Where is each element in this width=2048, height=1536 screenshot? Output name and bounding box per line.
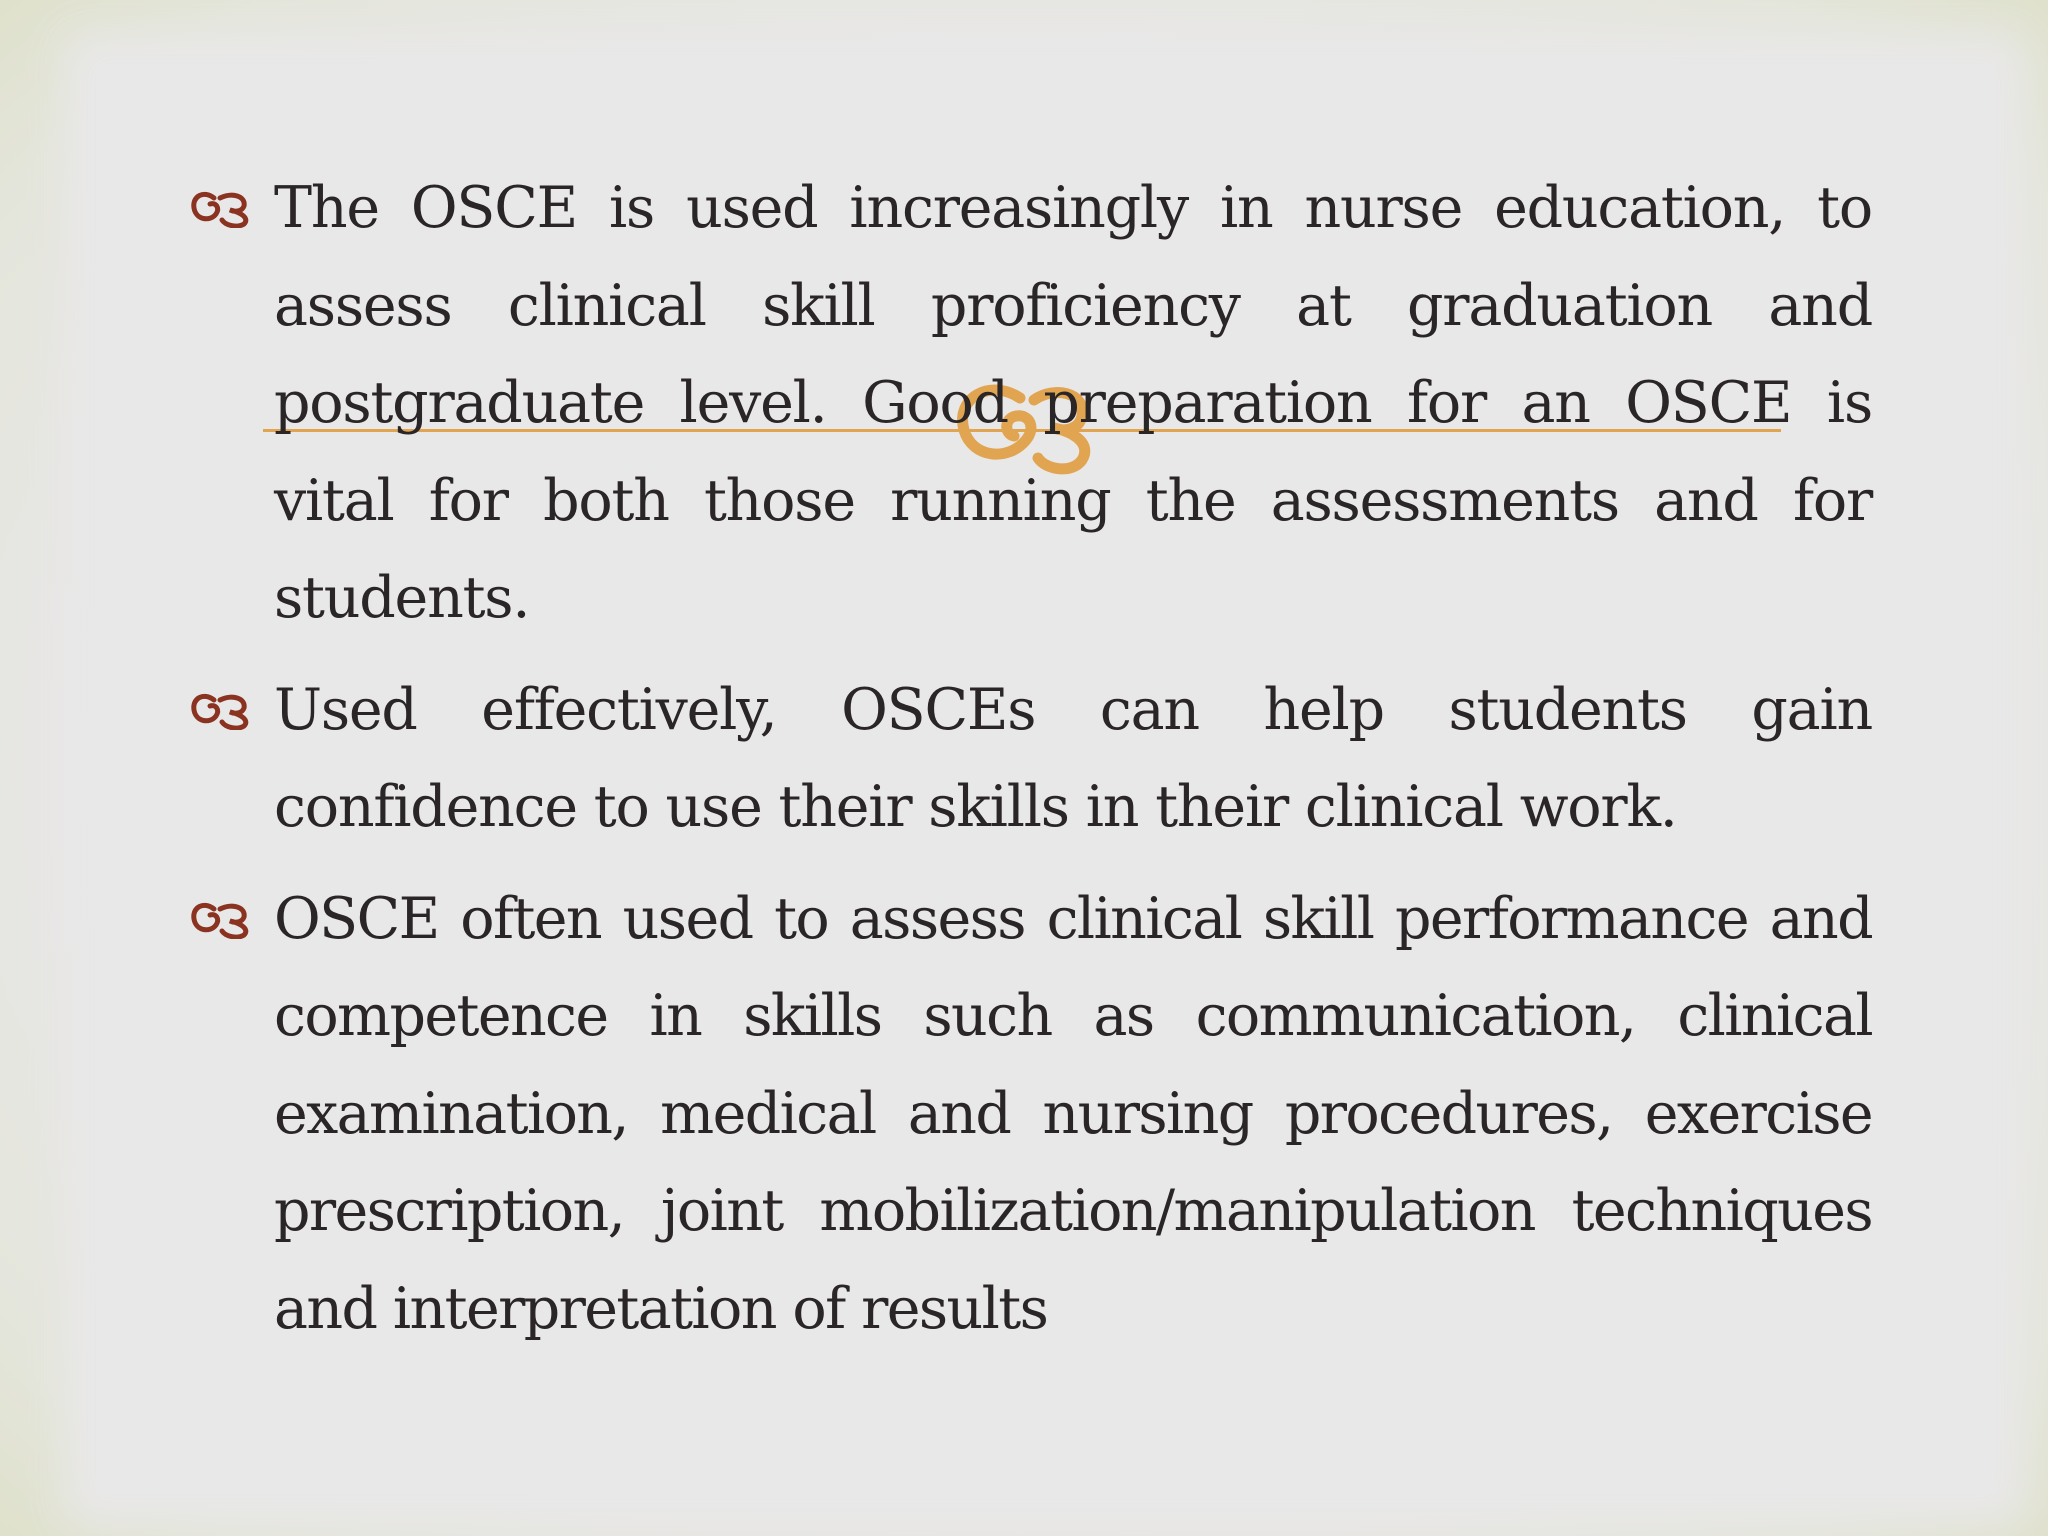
bullet-text: Used effectively, OSCEs can help students gain confidence to use their skills in their clinical work. [274, 676, 1872, 840]
slide-content [190, 160, 1872, 1372]
bullet-item [190, 871, 1872, 1359]
curl-bullet-icon [190, 188, 252, 228]
curl-bullet-icon [190, 899, 252, 939]
curl-bullet-icon [190, 690, 252, 730]
bullet-item [190, 662, 1872, 857]
bullet-item [190, 160, 1872, 648]
bullet-text: OSCE often used to assess clinical skill performance and competence in skills such as communication, clinical examination, medical and nursing procedures, exercise prescription, joint mobilization/manipulation techniques and interpretation of results [274, 885, 1872, 1342]
bullet-text: The OSCE is used increasingly in nurse education, to assess clinical skill proficiency at graduation and postgraduate level. Good preparation for an OSCE is vital for both those running the assessments and for students. [274, 175, 1872, 631]
